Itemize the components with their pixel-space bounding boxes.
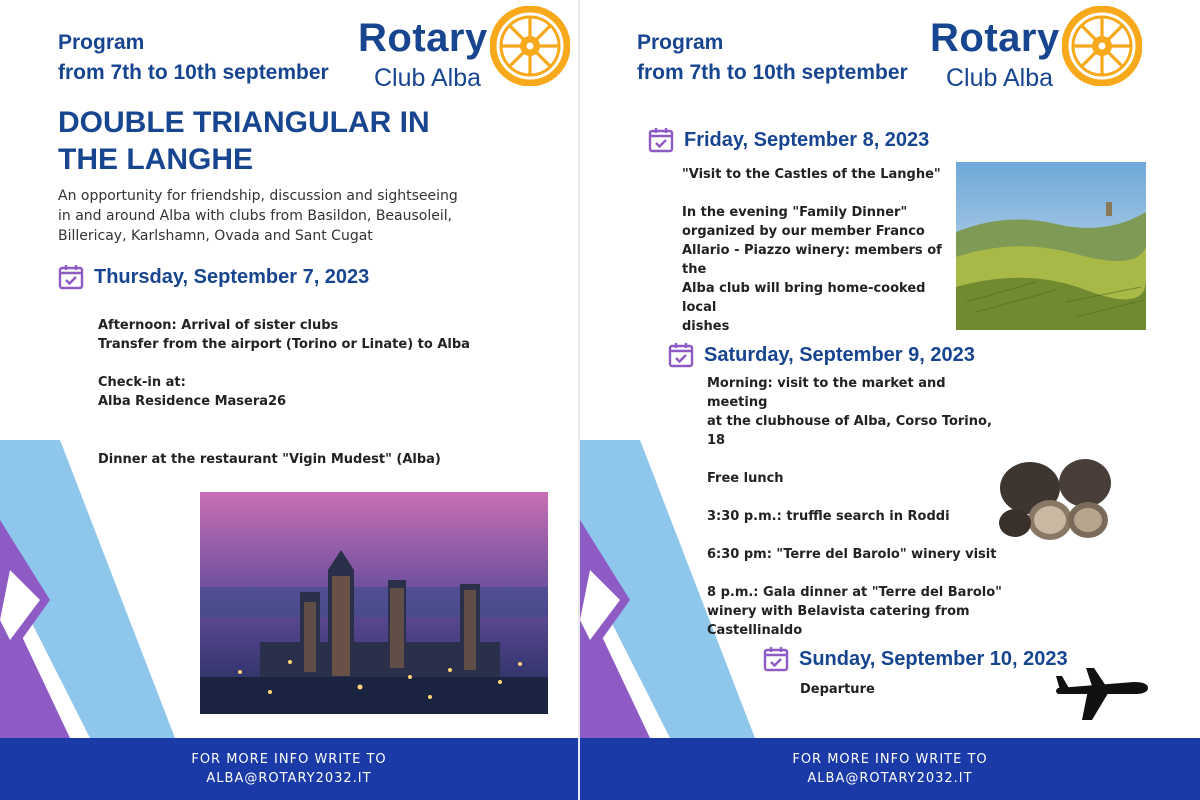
program-dates: from 7th to 10th september xyxy=(58,61,329,84)
thursday-dinner: Dinner at the restaurant "Vigin Mudest" (Alba) xyxy=(98,452,441,467)
footer-line-1: FOR MORE INFO WRITE TO xyxy=(191,752,387,767)
calendar-check-icon xyxy=(58,264,84,290)
program-dates: from 7th to 10th september xyxy=(637,61,908,84)
friday-visit: "Visit to the Castles of the Langhe" xyxy=(682,167,941,182)
langhe-vineyards-photo xyxy=(956,162,1146,330)
thursday-schedule: Afternoon: Arrival of sister clubs Transfer from the airport (Torino or Linate) to Alba Check-in at: Alba Residence Masera26 xyxy=(98,318,470,409)
footer-bar xyxy=(0,738,578,800)
day-title: Thursday, September 7, 2023 xyxy=(94,265,370,288)
intro-text: An opportunity for friendship, discussion and sightseeing in and around Alba with clubs from Basildon, Beausoleil, Billericay, Karlshamn, Ovada and Sant Cugat xyxy=(58,188,458,244)
page-title: DOUBLE TRIANGULAR IN THE LANGHE xyxy=(58,106,430,176)
day-heading-friday xyxy=(648,127,929,153)
rotary-wheel-icon xyxy=(490,6,570,86)
logo-rotary-text: Rotary xyxy=(930,16,1060,60)
program-page-2 xyxy=(580,0,1200,800)
program-page-1 xyxy=(0,0,578,800)
truffle-photo xyxy=(990,448,1120,548)
logo-club-text: Club Alba xyxy=(946,64,1054,92)
calendar-check-icon xyxy=(648,127,674,153)
calendar-check-icon xyxy=(763,646,789,672)
airplane-icon xyxy=(1054,664,1150,722)
sunday-departure: Departure xyxy=(800,682,875,697)
alba-night-photo xyxy=(200,492,548,714)
friday-dinner: In the evening "Family Dinner" organized by our member Franco Allario - Piazzo winery: members of the Alba club will bring home-cooked local dishes xyxy=(682,205,942,334)
footer-email: ALBA@ROTARY2032.IT xyxy=(807,771,973,786)
program-header xyxy=(637,28,908,88)
program-header xyxy=(58,28,329,88)
footer-email: ALBA@ROTARY2032.IT xyxy=(206,771,372,786)
day-heading-thursday xyxy=(58,264,369,290)
day-title: Friday, September 8, 2023 xyxy=(684,128,930,151)
rotary-logo xyxy=(930,6,1140,92)
logo-club-text: Club Alba xyxy=(374,64,482,92)
saturday-schedule: Morning: visit to the market and meeting at the clubhouse of Alba, Corso Torino, 18 Free lunch 3:30 p.m.: truffle search in Roddi 6:30 pm: "Terre del Barolo" winery visit 8 p.m.: Gala dinner at "Terre del Barolo" winery with Belavista catering from Castellinaldo xyxy=(707,376,1002,638)
rotary-wheel-icon xyxy=(1062,6,1142,86)
program-label: Program xyxy=(58,31,145,54)
decorative-shapes xyxy=(0,440,175,738)
day-heading-sunday xyxy=(763,646,1068,672)
footer-bar xyxy=(580,738,1200,800)
day-title: Saturday, September 9, 2023 xyxy=(704,343,975,366)
day-heading-saturday xyxy=(668,342,975,368)
program-label: Program xyxy=(637,31,724,54)
footer-line-1: FOR MORE INFO WRITE TO xyxy=(792,752,988,767)
rotary-logo xyxy=(358,6,568,92)
logo-rotary-text: Rotary xyxy=(358,16,488,60)
calendar-check-icon xyxy=(668,342,694,368)
day-title: Sunday, September 10, 2023 xyxy=(799,647,1068,670)
